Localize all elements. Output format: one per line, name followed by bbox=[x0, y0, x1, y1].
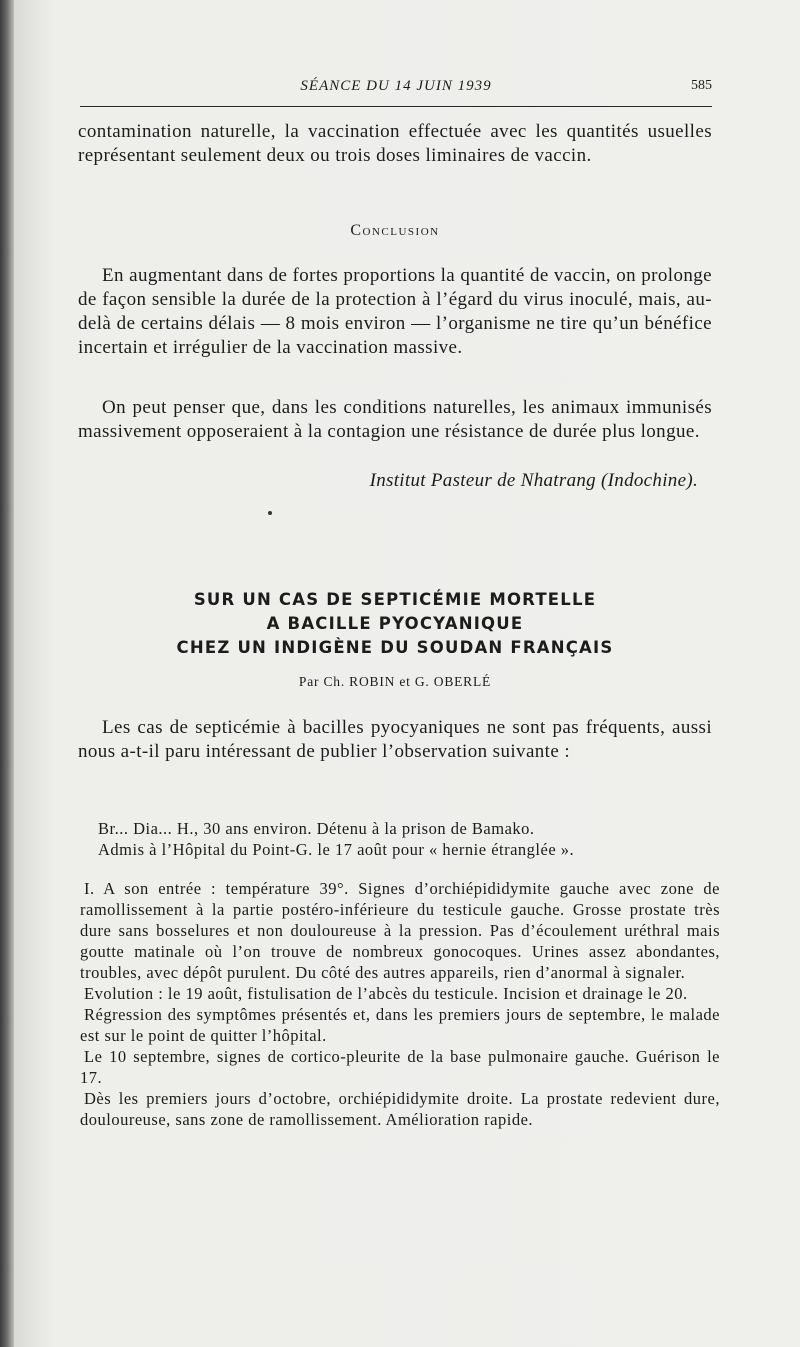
case-line-2: Admis à l’Hôpital du Point-G. le 17 août pour « hernie étranglée ». bbox=[98, 840, 575, 859]
observation-paragraph: Le 10 septembre, signes de cortico-pleurite de la base pulmonaire gauche. Guérison le 17. bbox=[80, 1047, 720, 1087]
running-head-title: SÉANCE DU 14 JUIN 1939 bbox=[300, 78, 492, 94]
intro-paragraph: Les cas de septicémie à bacilles pyocyaniques ne sont pas fréquents, aussi nous a-t-il paru intéressant de publier l’observation suivante : bbox=[78, 717, 712, 762]
header-rule bbox=[80, 106, 712, 107]
case-line-1: Br... Dia... H., 30 ans environ. Détenu à la prison de Bamako. bbox=[98, 819, 535, 838]
case-header bbox=[98, 818, 720, 860]
observation-paragraph: Régression des symptômes présentés et, dans les premiers jours de septembre, le malade est sur le point de quitter l’hôpital. bbox=[80, 1005, 720, 1045]
page-number: 585 bbox=[691, 78, 712, 93]
conclusion-paragraph-2: On peut penser que, dans les conditions naturelles, les animaux immunisés massivement opposeraient à la contagion une résistance de durée plus longue. bbox=[78, 397, 712, 442]
ink-speck bbox=[268, 511, 272, 515]
article-title-line-3: CHEZ UN INDIGÈNE DU SOUDAN FRANÇAIS bbox=[176, 638, 614, 657]
observation-paragraph: Dès les premiers jours d’octobre, orchiépididymite droite. La prostate redevient dure, douloureuse, sans zone de ramollissement. Amélioration rapide. bbox=[80, 1089, 720, 1129]
carryover-paragraph: contamination naturelle, la vaccination effectuée avec les quantités usuelles représentant seulement deux ou trois doses liminaires de vaccin. bbox=[78, 121, 712, 166]
byline: Par Ch. ROBIN et G. OBERLÉ bbox=[298, 674, 492, 689]
article-title bbox=[78, 588, 712, 660]
observation-paragraph: Evolution : le 19 août, fistulisation de l’abcès du testicule. Incision et drainage le 20. bbox=[84, 984, 688, 1003]
observations bbox=[80, 878, 720, 1130]
institution-signature: Institut Pasteur de Nhatrang (Indochine). bbox=[369, 470, 698, 491]
conclusion-paragraph-1: En augmentant dans de fortes proportions la quantité de vaccin, on prolonge de façon sensible la durée de la protection à l’égard du virus inoculé, mais, au-delà de certains délais — 8 mois environ — l’organisme ne tire qu’un bénéfice incertain et irrégulier de la vaccination massive. bbox=[78, 265, 712, 358]
conclusion-heading: Conclusion bbox=[350, 222, 440, 239]
article-title-line-2: A BACILLE PYOCYANIQUE bbox=[266, 614, 524, 633]
observation-paragraph: I. A son entrée : température 39°. Signes d’orchiépididymite gauche avec zone de ramollissement à la partie postéro-inférieure du testicule gauche. Grosse prostate très dure sans bosselures et non douloureuse à la pression. Pas d’écoulement uréthral mais goutte matinale où l’on trouve de nombreux gonocoques. Urines assez abondantes, troubles, avec dépôt purulent. Du côté des autres appareils, rien d’anormal à signaler. bbox=[80, 879, 720, 982]
running-head bbox=[80, 78, 712, 100]
article-title-line-1: SUR UN CAS DE SEPTICÉMIE MORTELLE bbox=[193, 590, 597, 609]
book-spine-shadow bbox=[0, 0, 14, 1347]
